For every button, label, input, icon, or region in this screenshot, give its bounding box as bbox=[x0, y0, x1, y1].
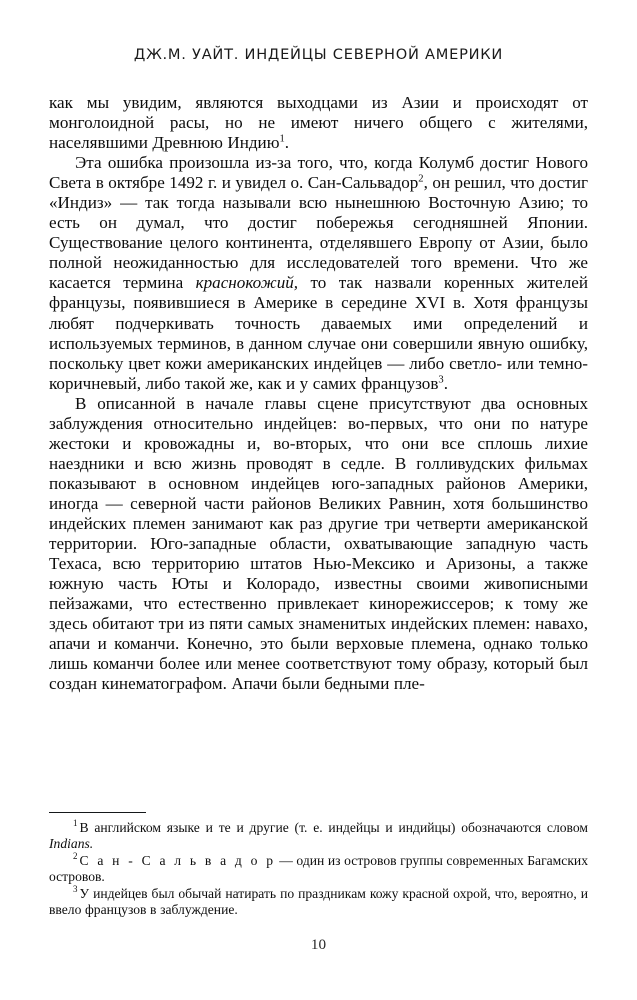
footnote-2-spaced-term: С а н - С а л ь в а д о р bbox=[79, 852, 276, 868]
body-text-block bbox=[49, 93, 588, 694]
footnote-2-text: — один из островов группы современных Багамских островов. bbox=[49, 852, 588, 885]
paragraph-2-segment-1: Эта ошибка произошла из-за того, что, когда Колумб достиг Нового Света в октябре 1492 г. и увидел о. Сан-Сальвадор bbox=[49, 153, 588, 193]
page-number: 10 bbox=[310, 936, 327, 953]
paragraph-2-segment-3: то так назвали коренных жителей французы, появившиеся в Америке в середине XVI в. Хотя французы любят подчеркивать точность даваемых ими определений и используемых терминов, в данном случае они совершили явную ошибку, поскольку цвет кожи американских индейцев — либо светло- или темно-коричневый, либо такой же, как и у самих французов bbox=[49, 273, 588, 393]
footnote-number-1: 1 bbox=[73, 818, 78, 829]
footnote-reference-3[interactable]: 3 bbox=[438, 373, 444, 385]
paragraph-2 bbox=[49, 153, 588, 394]
footnote-separator-rule bbox=[49, 812, 146, 813]
paragraph-1 bbox=[49, 93, 588, 153]
paragraph-2-segment-2: , он решил, что достиг «Индиз» — так тогда называли всю нынешнюю Восточную Азию; то есть он думал, что достиг побережья сегодняшней Японии. Существование целого континента, отделявшего Европу от Азии, было полной неожиданностью для исследователей того времени. Что же касается термина bbox=[49, 173, 588, 293]
footnote-reference-1[interactable]: 1 bbox=[279, 133, 285, 145]
footnote-item-1 bbox=[49, 820, 588, 853]
footnotes-block bbox=[49, 812, 588, 918]
footnote-item-2 bbox=[49, 853, 588, 886]
footnote-1-italic-term: Indians. bbox=[49, 836, 94, 852]
footnote-item-3 bbox=[49, 886, 588, 919]
paragraph-1-tail: . bbox=[284, 133, 290, 153]
running-head: ДЖ.М. УАЙТ. ИНДЕЙЦЫ СЕВЕРНОЙ АМЕРИКИ bbox=[133, 46, 504, 63]
footnote-number-2: 2 bbox=[73, 851, 78, 862]
footnote-number-3: 3 bbox=[73, 884, 78, 895]
paragraph-1-text: как мы увидим, являются выходцами из Азии и происходят от монголоидной расы, но не имеют ничего общего с жителями, населявшими Древнюю Индию bbox=[49, 93, 588, 153]
footnote-reference-2[interactable]: 2 bbox=[418, 173, 424, 185]
paragraph-3 bbox=[49, 394, 588, 695]
paragraph-3-text: В описанной в начале главы сцене присутствуют два основных заблуждения относительно индейцев: во-первых, что они по натуре жестоки и кровожадны и, во-вторых, что они все сплошь лихие наездники и всю жизнь проводят в седле. В голливудских фильмах показывают в основном индейцев юго-западных районов Америки, иногда — северной части районов Великих Равнин, хотя большинство индейских племен занимают как раз другие три четверти американской территории. Юго-западные области, охватывающие западную часть Техаса, всю территорию штатов Нью-Мексико и Аризоны, а также южную часть Юты и Колорадо, известны своими живописными пейзажами, что естественно привлекает кинорежиссеров; к тому же здесь обитают три из пяти самых знаменитых индейских племен: навахо, апачи и команчи. Конечно, это были верховые племена, однако только лишь команчи более или менее соответствуют тому образу, который был создан кинематографом. Апачи были бедными пле- bbox=[49, 393, 588, 694]
footnote-1-text: В английском языке и те и другие (т. е. индейцы и индийцы) обозначаются словом bbox=[79, 820, 588, 835]
paragraph-2-italic-term: краснокожий, bbox=[195, 273, 299, 293]
paragraph-2-segment-4: . bbox=[443, 373, 448, 393]
footnote-3-text: У индейцев был обычай натирать по праздникам кожу красной охрой, что, вероятно, и ввело французов в заблуждение. bbox=[49, 885, 588, 918]
